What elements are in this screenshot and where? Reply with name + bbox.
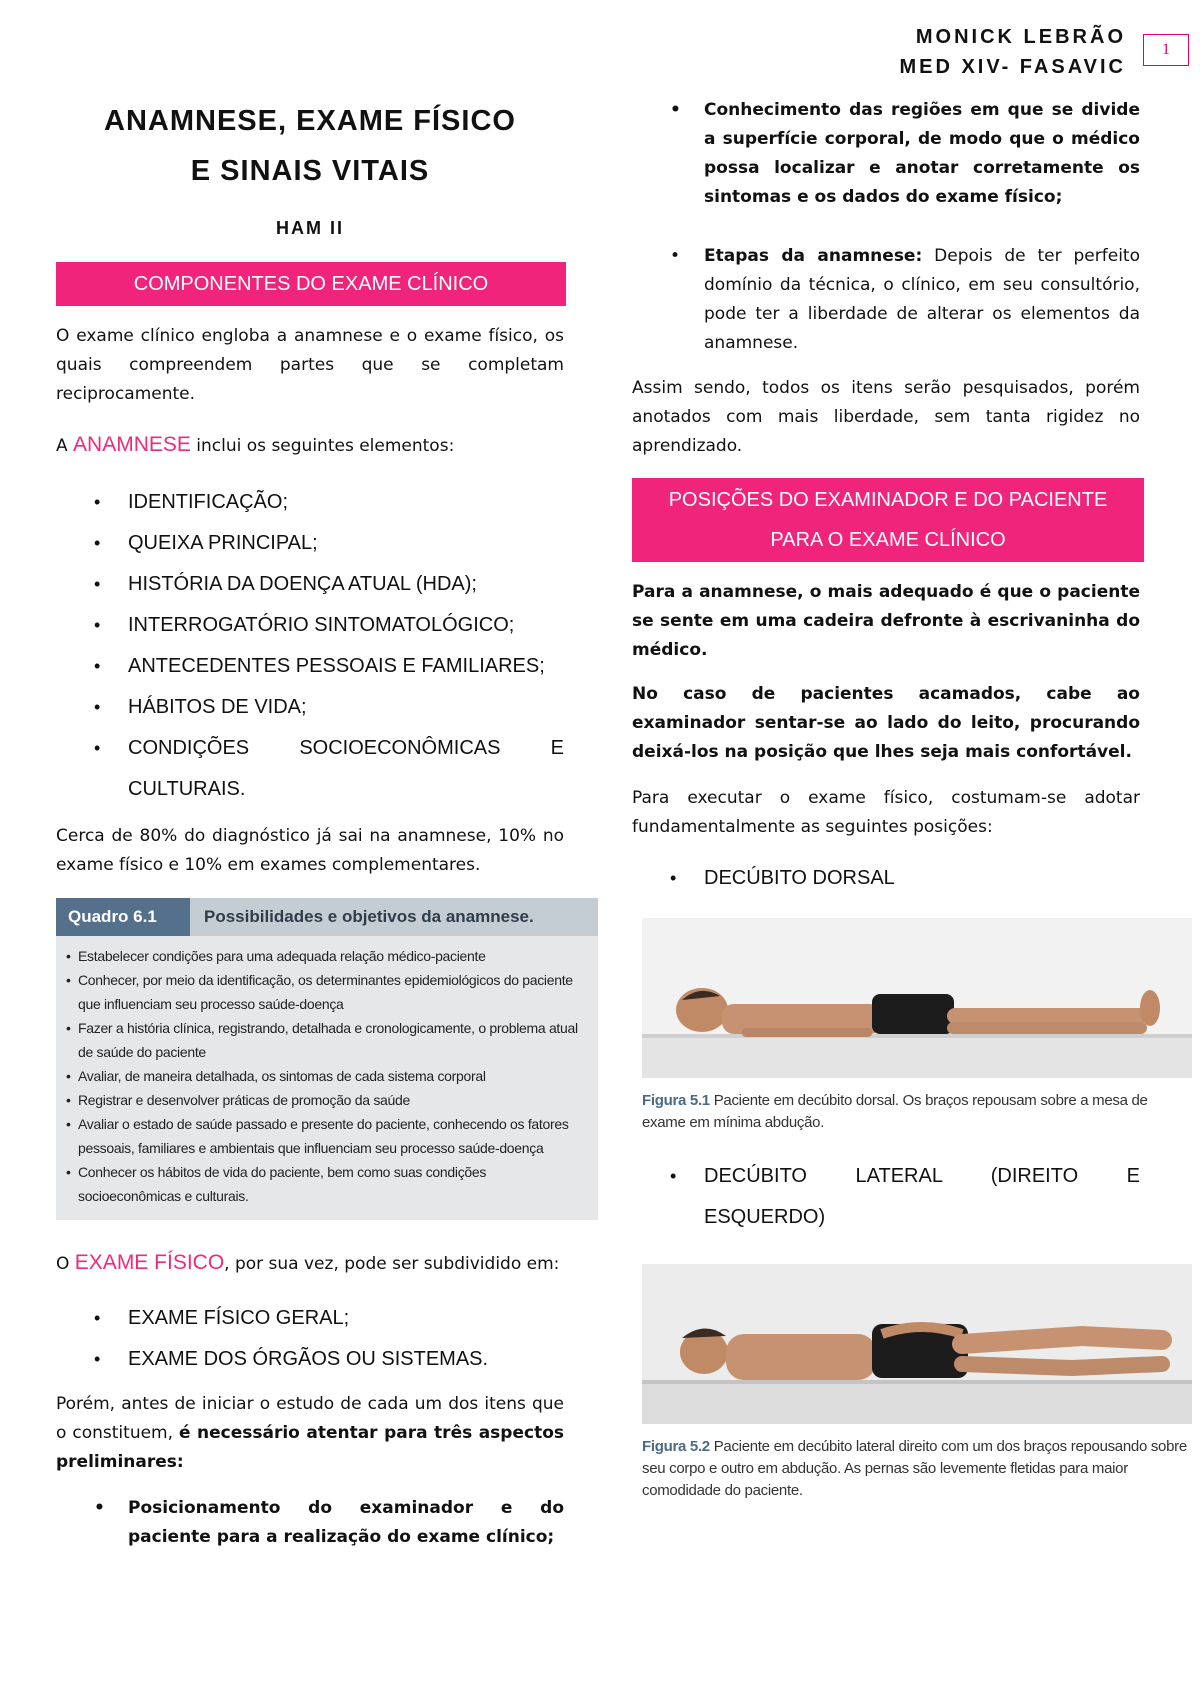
quadro-table xyxy=(56,898,598,1220)
course-name: MED XIV- FASAVIC xyxy=(899,56,1126,78)
anamnese-list xyxy=(56,482,564,810)
aspects-list-left xyxy=(56,1494,564,1552)
list-item: • CONDIÇÕES SOCIOECONÔMICAS E CULTURAIS. xyxy=(128,728,564,810)
quadro-item: • Fazer a história clínica, registrando, detalhada e cronologicamente, o problema atual de saúde do paciente xyxy=(78,1016,592,1064)
diagnosis-paragraph: Cerca de 80% do diagnóstico já sai na anamnese, 10% no exame físico e 10% em exames complementares. xyxy=(56,826,564,875)
exame-highlight: EXAME FÍSICO xyxy=(74,1251,225,1274)
subtitle: HAM II xyxy=(276,218,344,238)
aspects-list-right xyxy=(632,96,1140,358)
quadro-item: • Estabelecer condições para uma adequada relação médico-paciente xyxy=(78,944,592,968)
list-item: • HÁBITOS DE VIDA; xyxy=(128,687,564,728)
exame-intro: O EXAME FÍSICO, por sua vez, pode ser subdividido em: xyxy=(56,1251,560,1274)
anamnese-position-paragraph: Para a anamnese, o mais adequado é que o paciente se sente em uma cadeira defronte à escrivaninha do médico. xyxy=(632,582,1140,660)
section-heading-components: COMPONENTES DO EXAME CLÍNICO xyxy=(56,262,566,306)
assim-paragraph: Assim sendo, todos os itens serão pesquisados, porém anotados com mais liberdade, sem tanta rigidez no aprendizado. xyxy=(632,378,1140,456)
figure-2-caption: Figura 5.2 Paciente em decúbito lateral direito com um dos braços repousando sobre seu corpo e outro em abdução. As pernas são levemente fletidas para maior comodidade do paciente. xyxy=(642,1438,1187,1499)
list-item: • DECÚBITO DORSAL xyxy=(704,858,1140,899)
aspect-item: • Conhecimento das regiões em que se divide a superfície corporal, de modo que o médico possa localizar e anotar corretamente os sintomas e os dados do exame físico; xyxy=(704,96,1140,212)
bedridden-paragraph: No caso de pacientes acamados, cabe ao examinador sentar-se ao lado do leito, procurando deixá-los na posição que lhes seja mais confortável. xyxy=(632,684,1140,762)
list-item: • HISTÓRIA DA DOENÇA ATUAL (HDA); xyxy=(128,564,564,605)
quadro-item: • Avaliar o estado de saúde passado e presente do paciente, conhecendo os fatores pessoais, familiares e ambientais que influenciam seu processo saúde-doença xyxy=(78,1112,592,1160)
exame-list xyxy=(56,1298,564,1380)
header xyxy=(899,22,1126,82)
list-item: • EXAME DOS ÓRGÃOS OU SISTEMAS. xyxy=(128,1339,564,1380)
quadro-item: • Registrar e desenvolver práticas de promoção da saúde xyxy=(78,1088,592,1112)
page-title xyxy=(56,96,564,196)
position-list-1 xyxy=(632,858,1140,899)
list-item: • DECÚBITO LATERAL (DIREITO E ESQUERDO) xyxy=(704,1156,1140,1238)
section-heading-positions: POSIÇÕES DO EXAMINADOR E DO PACIENTE PARA O EXAME CLÍNICO xyxy=(632,478,1144,562)
aspect-item: • Posicionamento do examinador e do paciente para a realização do exame clínico; xyxy=(128,1494,564,1552)
preliminary-paragraph: Porém, antes de iniciar o estudo de cada um dos itens que o constituem, é necessário atentar para três aspectos preliminares: xyxy=(56,1394,564,1472)
quadro-header xyxy=(56,898,598,936)
author-name: MONICK LEBRÃO xyxy=(915,26,1126,48)
list-item: • EXAME FÍSICO GERAL; xyxy=(128,1298,564,1339)
anamnese-intro: A ANAMNESE inclui os seguintes elementos: xyxy=(56,433,455,456)
quadro-item: • Avaliar, de maneira detalhada, os sintomas de cada sistema corporal xyxy=(78,1064,592,1088)
quadro-title: Possibilidades e objetivos da anamnese. xyxy=(204,907,534,926)
title-line-2: E SINAIS VITAIS xyxy=(190,155,430,187)
quadro-list xyxy=(56,944,598,1208)
figure-lateral-photo xyxy=(642,1264,1192,1424)
figure-supine-photo xyxy=(642,918,1192,1078)
quadro-item: • Conhecer, por meio da identificação, os determinantes epidemiológicos do paciente que influenciam seu processo saúde-doença xyxy=(78,968,592,1016)
page-number: 1 xyxy=(1143,34,1189,66)
list-item: • QUEIXA PRINCIPAL; xyxy=(128,523,564,564)
quadro-item: • Conhecer os hábitos de vida do paciente, bem como suas condições socioeconômicas e culturais. xyxy=(78,1160,592,1208)
position-list-2 xyxy=(632,1156,1140,1238)
positions-intro-paragraph: Para executar o exame físico, costumam-se adotar fundamentalmente as seguintes posições: xyxy=(632,788,1140,837)
list-item: • IDENTIFICAÇÃO; xyxy=(128,482,564,523)
figure-1-caption: Figura 5.1 Paciente em decúbito dorsal. Os braços repousam sobre a mesa de exame em mínima abdução. xyxy=(642,1092,1148,1131)
supine-patient-illustration xyxy=(642,918,1192,1078)
list-item: • ANTECEDENTES PESSOAIS E FAMILIARES; xyxy=(128,646,564,687)
title-line-1: ANAMNESE, EXAME FÍSICO xyxy=(104,105,516,137)
quadro-tag: Quadro 6.1 xyxy=(56,898,190,936)
list-item: • INTERROGATÓRIO SINTOMATOLÓGICO; xyxy=(128,605,564,646)
intro-paragraph: O exame clínico engloba a anamnese e o exame físico, os quais compreendem partes que se completam reciprocamente. xyxy=(56,326,564,404)
anamnese-highlight: ANAMNESE xyxy=(73,433,191,456)
lateral-patient-illustration xyxy=(642,1264,1192,1424)
aspect-item: • Etapas da anamnese: Depois de ter perfeito domínio da técnica, o clínico, em seu consultório, pode ter a liberdade de alterar os elementos da anamnese. xyxy=(704,242,1140,358)
